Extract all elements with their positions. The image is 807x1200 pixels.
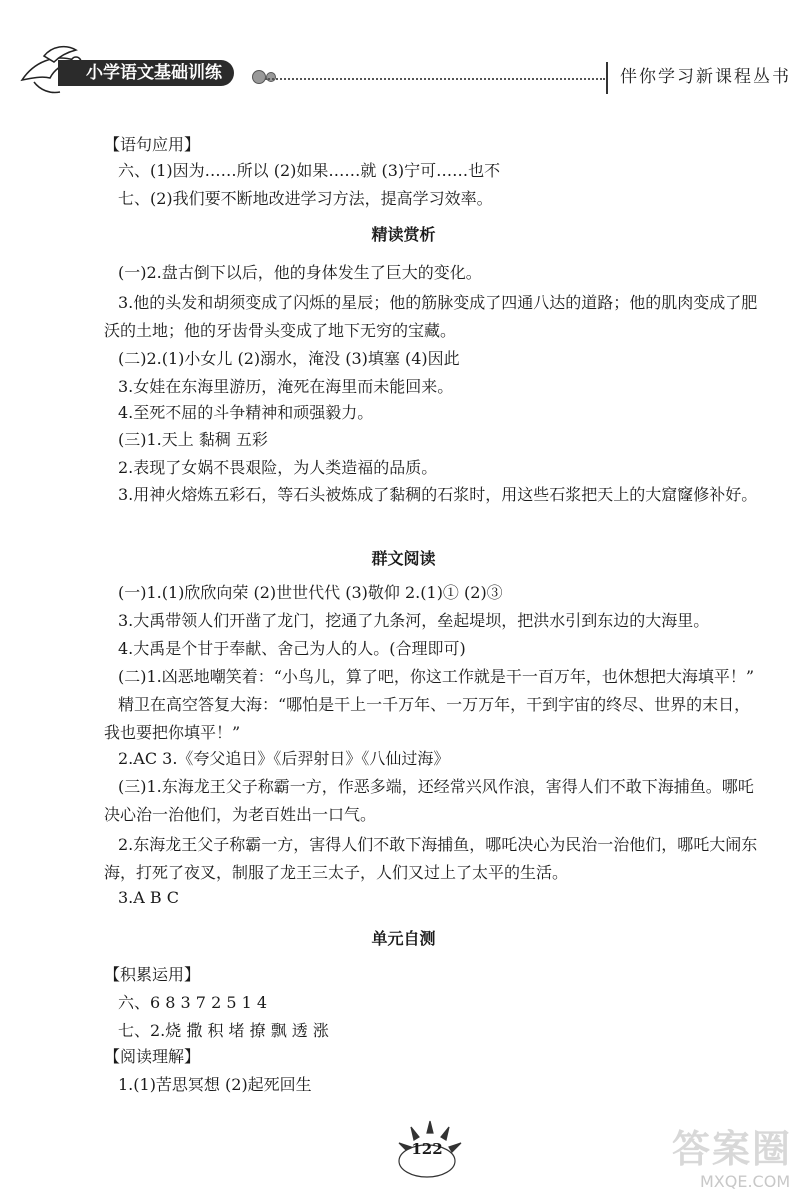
answer-line: 3.女娃在东海里游历，淹死在海里而未能回来。: [118, 377, 454, 396]
answer-line: 2.东海龙王父子称霸一方，害得人们不敢下海捕鱼，哪吒决心为民治一治他们，哪吒大闹东: [118, 835, 758, 854]
answer-line: (二)2.(1)小女儿 (2)溺水，淹没 (3)填塞 (4)因此: [118, 349, 460, 368]
answer-line: 七、2.烧 撒 积 堵 撩 飘 透 涨: [118, 1021, 329, 1040]
section-title-qunwen: 群文阅读: [371, 549, 436, 568]
section-title-danyuan: 单元自测: [371, 929, 436, 948]
answer-line: 1.(1)苦思冥想 (2)起死回生: [118, 1075, 312, 1094]
watermark-logo: 答案圈: [672, 1127, 793, 1171]
dotted-divider: [265, 78, 605, 80]
answer-line: 2.表现了女娲不畏艰险，为人类造福的品质。: [118, 458, 438, 477]
answer-line: 七、(2)我们要不断地改进学习方法，提高学习效率。: [118, 189, 493, 208]
answer-line: (二)1.凶恶地嘲笑着：“小鸟儿，算了吧，你这工作就是干一百万年，也休想把大海填平！”: [118, 667, 755, 686]
answer-line: 我也要把你填平！”: [104, 723, 241, 742]
answer-line: (三)1.东海龙王父子称霸一方，作恶多端，还经常兴风作浪，害得人们不敢下海捕鱼。哪吒: [118, 777, 754, 796]
section-label-jilei: 【积累运用】: [104, 965, 201, 984]
section-label-yuju: 【语句应用】: [104, 135, 201, 154]
watermark-url: MXQE.COM: [700, 1172, 791, 1191]
section-title-jingdu: 精读赏析: [371, 225, 436, 244]
page-number: 122: [411, 1140, 443, 1158]
answer-line: 2.AC 3.《夸父追日》《后羿射日》《八仙过海》: [118, 749, 450, 768]
bead-ornament-icon: [252, 70, 266, 84]
answer-line: (一)1.(1)欣欣向荣 (2)世世代代 (3)敬仰 2.(1)① (2)③: [118, 583, 503, 602]
answer-line: 六、6 8 3 7 2 5 1 4: [118, 993, 268, 1012]
series-title: 小学语文基础训练: [58, 60, 234, 86]
answer-line: 六、(1)因为……所以 (2)如果……就 (3)宁可……也不: [118, 161, 501, 180]
section-label-yuedu: 【阅读理解】: [104, 1047, 201, 1066]
header-separator: [606, 62, 608, 94]
bead-ornament-icon: [266, 72, 276, 82]
answer-line: 3.用神火熔炼五彩石，等石头被炼成了黏稠的石浆时，用这些石浆把天上的大窟窿修补好。: [118, 485, 758, 504]
answer-line: 3.他的头发和胡须变成了闪烁的星辰；他的筋脉变成了四通八达的道路；他的肌肉变成了肥: [118, 293, 758, 312]
answer-line: 海，打死了夜叉，制服了龙王三太子，人们又过上了太平的生活。: [104, 863, 569, 882]
series-tagline: 伴你学习新课程丛书: [620, 67, 791, 87]
answer-line: 3.大禹带领人们开凿了龙门，挖通了九条河，垒起堤坝，把洪水引到东边的大海里。: [118, 611, 710, 630]
answer-line: 4.至死不屈的斗争精神和顽强毅力。: [118, 403, 374, 422]
page-header: [0, 0, 807, 120]
answer-line: 精卫在高空答复大海：“哪怕是干上一千万年、一万万年，干到宇宙的终尽、世界的末日，: [118, 695, 751, 714]
answer-line: 决心治一治他们，为老百姓出一口气。: [104, 805, 377, 824]
answer-line: (一)2.盘古倒下以后，他的身体发生了巨大的变化。: [118, 263, 482, 282]
answer-line: 3.A B C: [118, 888, 179, 907]
answer-line: 沃的土地；他的牙齿骨头变成了地下无穷的宝藏。: [104, 321, 457, 340]
answer-line: (三)1.天上 黏稠 五彩: [118, 430, 268, 449]
answer-line: 4.大禹是个甘于奉献、舍己为人的人。(合理即可): [118, 639, 466, 658]
